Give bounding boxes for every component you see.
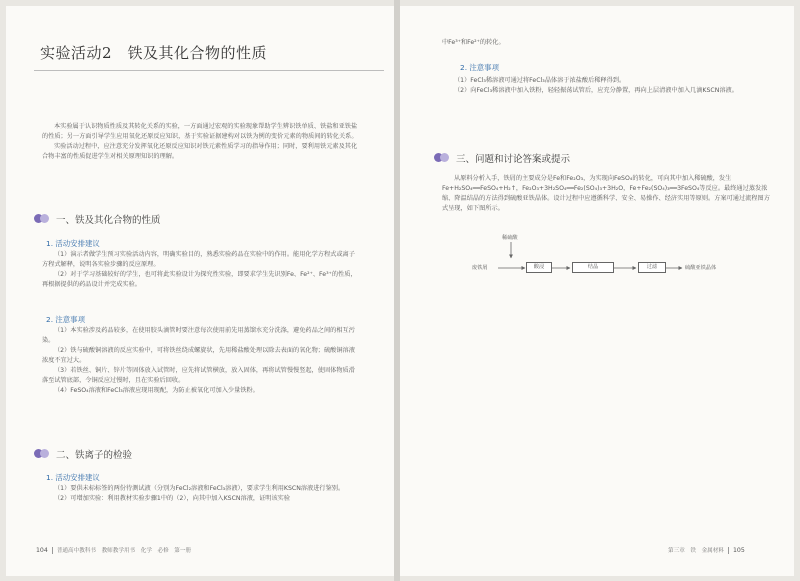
intro-paragraph: 实验活动过程中，应注意充分发挥氧化还原反应知识对铁元素性质学习的指导作用；同时，要利用铁元素及其化合物丰富的性质促进学生对相关原理知识的理解。 bbox=[42, 143, 358, 160]
list-item: （2）可增加实验：利用教材实验步骤1中的（2），向其中加入KSCN溶液，证明该实验 bbox=[54, 495, 291, 502]
list-item: （2）向FeCl₃稀溶液中加入铁粉，轻轻振荡试管后，应充分静置，再向上层清液中加入几滴KSCN溶液。 bbox=[454, 87, 738, 94]
flow-input-label: 稀硫酸 bbox=[502, 235, 518, 241]
book-title: 普通高中教科书 教师教学用书 化学 必修 第一册 bbox=[56, 548, 192, 554]
subheading: 1. 活动安排建议 bbox=[46, 239, 100, 248]
title-divider bbox=[34, 70, 384, 71]
flow-output-label: 硫酸亚铁晶体 bbox=[685, 265, 717, 271]
list-item: （1）演示者做学生预习实验活动内容，明确实验目的，熟悉实验药品在实验中的作用。能用化学方程式或离子方程式解释，说明各实验步骤的反应原理。 bbox=[42, 251, 355, 268]
page-footer bbox=[36, 546, 191, 554]
section-title: 三、问题和讨论答案或提示 bbox=[456, 154, 571, 165]
flow-step-box: 酸浸 bbox=[526, 262, 552, 273]
list-item: （1）要供未标标签的两份待测试液（分别为FeCl₂溶液和FeCl₃溶液），要求学生利用KSCN溶液进行鉴别。 bbox=[54, 485, 345, 492]
flow-start-label: 废铁屑 bbox=[472, 265, 488, 271]
subheading: 1. 活动安排建议 bbox=[46, 473, 100, 482]
intro-paragraph: 本实验属于认识物质性质及其转化关系的实验，一方面通过宏观的实验现象帮助学生辨识铁单质、铁盐和亚铁盐的性质；另一方面引导学生应用氧化还原反应知识，基于实验证据建构对以铁为例的变价元素的物质间的转化关系。 bbox=[42, 123, 358, 140]
section-bullet-icon bbox=[34, 213, 52, 225]
intro-text bbox=[42, 122, 360, 162]
subheading: 2. 注意事项 bbox=[460, 63, 499, 72]
section-heading-1 bbox=[34, 211, 161, 227]
subheading: 2. 注意事项 bbox=[46, 315, 85, 324]
flowchart-arrows bbox=[400, 6, 794, 576]
continued-text: 中Fe³⁺和Fe²⁺的转化。 bbox=[442, 39, 505, 46]
discussion-paragraph: 从原料分析入手，铁屑的主要成分是Fe和Fe₂O₃，为实现向FeSO₄的转化，可向其中加入稀硫酸，发生Fe+H₂SO₄══FeSO₄+H₂↑，Fe₂O₃+3H₂SO₄══Fe₂(SO₄)₃+3H₂O，Fe+Fe₂(SO₄)₃══3FeSO₄等反应。最终通过蒸发浓缩、降温结晶的方法得到硫酸亚铁晶体。设计过程中应遵循科学、安全、易操作、经济实用等原则。方案可通过流程图方式呈现，如下图所示。 bbox=[442, 175, 770, 212]
list-item: （3）若铁丝、铜片、锌片等固体放入试管时，应先将试管横放，放入固体，再将试管慢慢竖起，使固体物质滑落至试管底部，令铜反应过慢时，且在实验后回收。 bbox=[42, 367, 355, 384]
list-item: （2）对于学习基础较好的学生，也可将此实验设计为探究性实验，即要求学生先识别Fe、Fe²⁺、Fe³⁺的性质，再根据提供的药品设计并完成实验。 bbox=[42, 271, 357, 288]
footer-separator bbox=[728, 547, 729, 554]
list-block bbox=[42, 484, 360, 504]
section-title: 二、铁离子的检验 bbox=[56, 450, 133, 461]
section-bullet-icon bbox=[34, 448, 52, 460]
section-title: 一、铁及其化合物的性质 bbox=[56, 215, 161, 226]
list-item: （4）FeSO₄溶液和FeCl₃溶液应现用现配，为防止被氧化可加入少量铁粉。 bbox=[54, 387, 259, 394]
list-block bbox=[42, 250, 360, 290]
list-item: （1）本实验涉及药品较多，在使用胶头滴管时要注意每次使用前先用蒸馏水充分洗涤，避免药品之间的相互污染。 bbox=[42, 327, 355, 344]
left-page bbox=[6, 6, 394, 576]
page-number: 105 bbox=[732, 547, 745, 554]
section-heading-2 bbox=[34, 446, 132, 462]
right-page bbox=[400, 6, 794, 576]
list-block bbox=[42, 326, 360, 396]
page-number: 104 bbox=[36, 547, 48, 554]
flow-step-box: 过滤 bbox=[638, 262, 666, 273]
flow-step-box: 结晶 bbox=[572, 262, 614, 273]
list-item: （2）铁与硫酸铜溶液的反应实验中，可将铁丝绕成螺旋状，先用稀盐酸处理以除去表面的氧化物；硫酸铜溶液浓度不宜过大。 bbox=[42, 347, 355, 364]
list-item: （1）FeCl₃稀溶液可通过将FeCl₃晶体溶于浓盐酸后稀释得到。 bbox=[454, 77, 626, 84]
page-title: 实验活动2 铁及其化合物的性质 bbox=[40, 44, 268, 62]
chapter-title: 第三章 铁 金属材料 bbox=[668, 548, 724, 554]
footer-separator bbox=[52, 547, 53, 554]
page-footer bbox=[668, 546, 745, 554]
process-flowchart bbox=[400, 6, 794, 576]
